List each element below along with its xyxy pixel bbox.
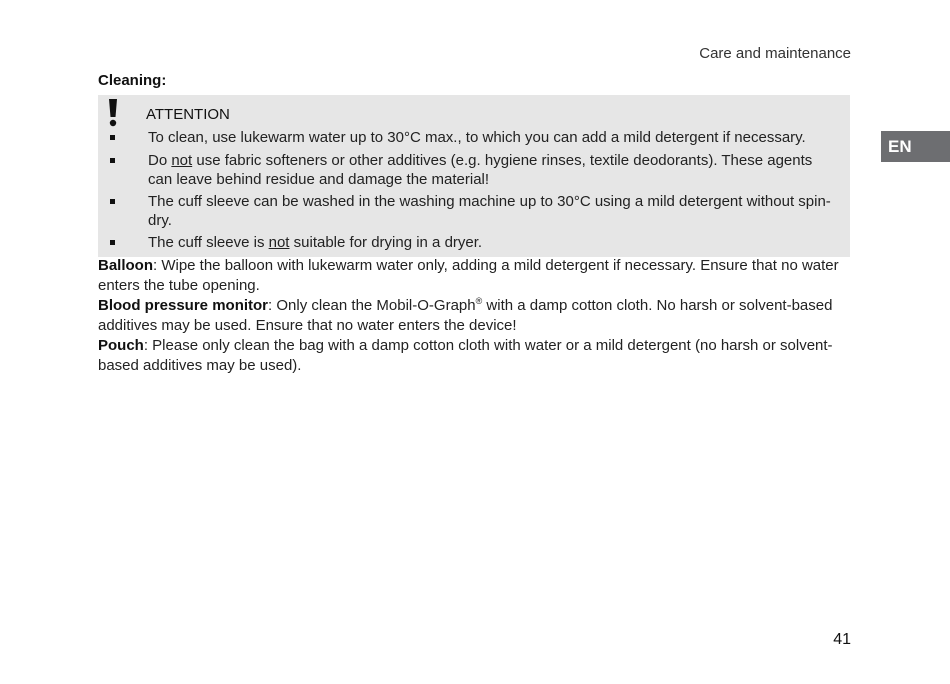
bullet-marker: [110, 135, 115, 140]
attention-box: [98, 95, 850, 257]
attention-item-1: To clean, use lukewarm water up to 30°C max., to which you can add a mild detergent if necessary.: [148, 129, 806, 146]
section-heading: Cleaning:: [98, 72, 167, 89]
paragraph-balloon: Balloon: Wipe the balloon with lukewarm water only, adding a mild detergent if necessary. Ensure that no water enters the tube opening.: [98, 257, 839, 294]
exclamation-icon: [107, 99, 119, 127]
bullet-marker: [110, 240, 115, 245]
attention-item-3: The cuff sleeve can be washed in the washing machine up to 30°C using a mild detergent without spin-dry.: [148, 193, 831, 229]
attention-item-4: The cuff sleeve is not suitable for drying in a dryer.: [148, 234, 483, 251]
page-number: 41: [833, 631, 851, 648]
language-tab-en: EN: [881, 131, 950, 162]
bullet-marker: [110, 199, 115, 204]
paragraph-pouch: Pouch: Please only clean the bag with a damp cotton cloth with water or a mild detergent (no harsh or solvent-based additives may be used).: [98, 337, 833, 374]
attention-item-2: Do not use fabric softeners or other additives (e.g. hygiene rinses, textile deodorants). These agents can leave behind residue and damage the material!: [148, 152, 813, 188]
running-header: Care and maintenance: [699, 45, 851, 62]
paragraph-blood-pressure-monitor: Blood pressure monitor: Only clean the Mobil-O-Graph® with a damp cotton cloth. No harsh or solvent-based additives may be used. Ensure that no water enters the device!: [98, 296, 833, 334]
attention-label: ATTENTION: [146, 106, 230, 123]
bullet-marker: [110, 158, 115, 163]
